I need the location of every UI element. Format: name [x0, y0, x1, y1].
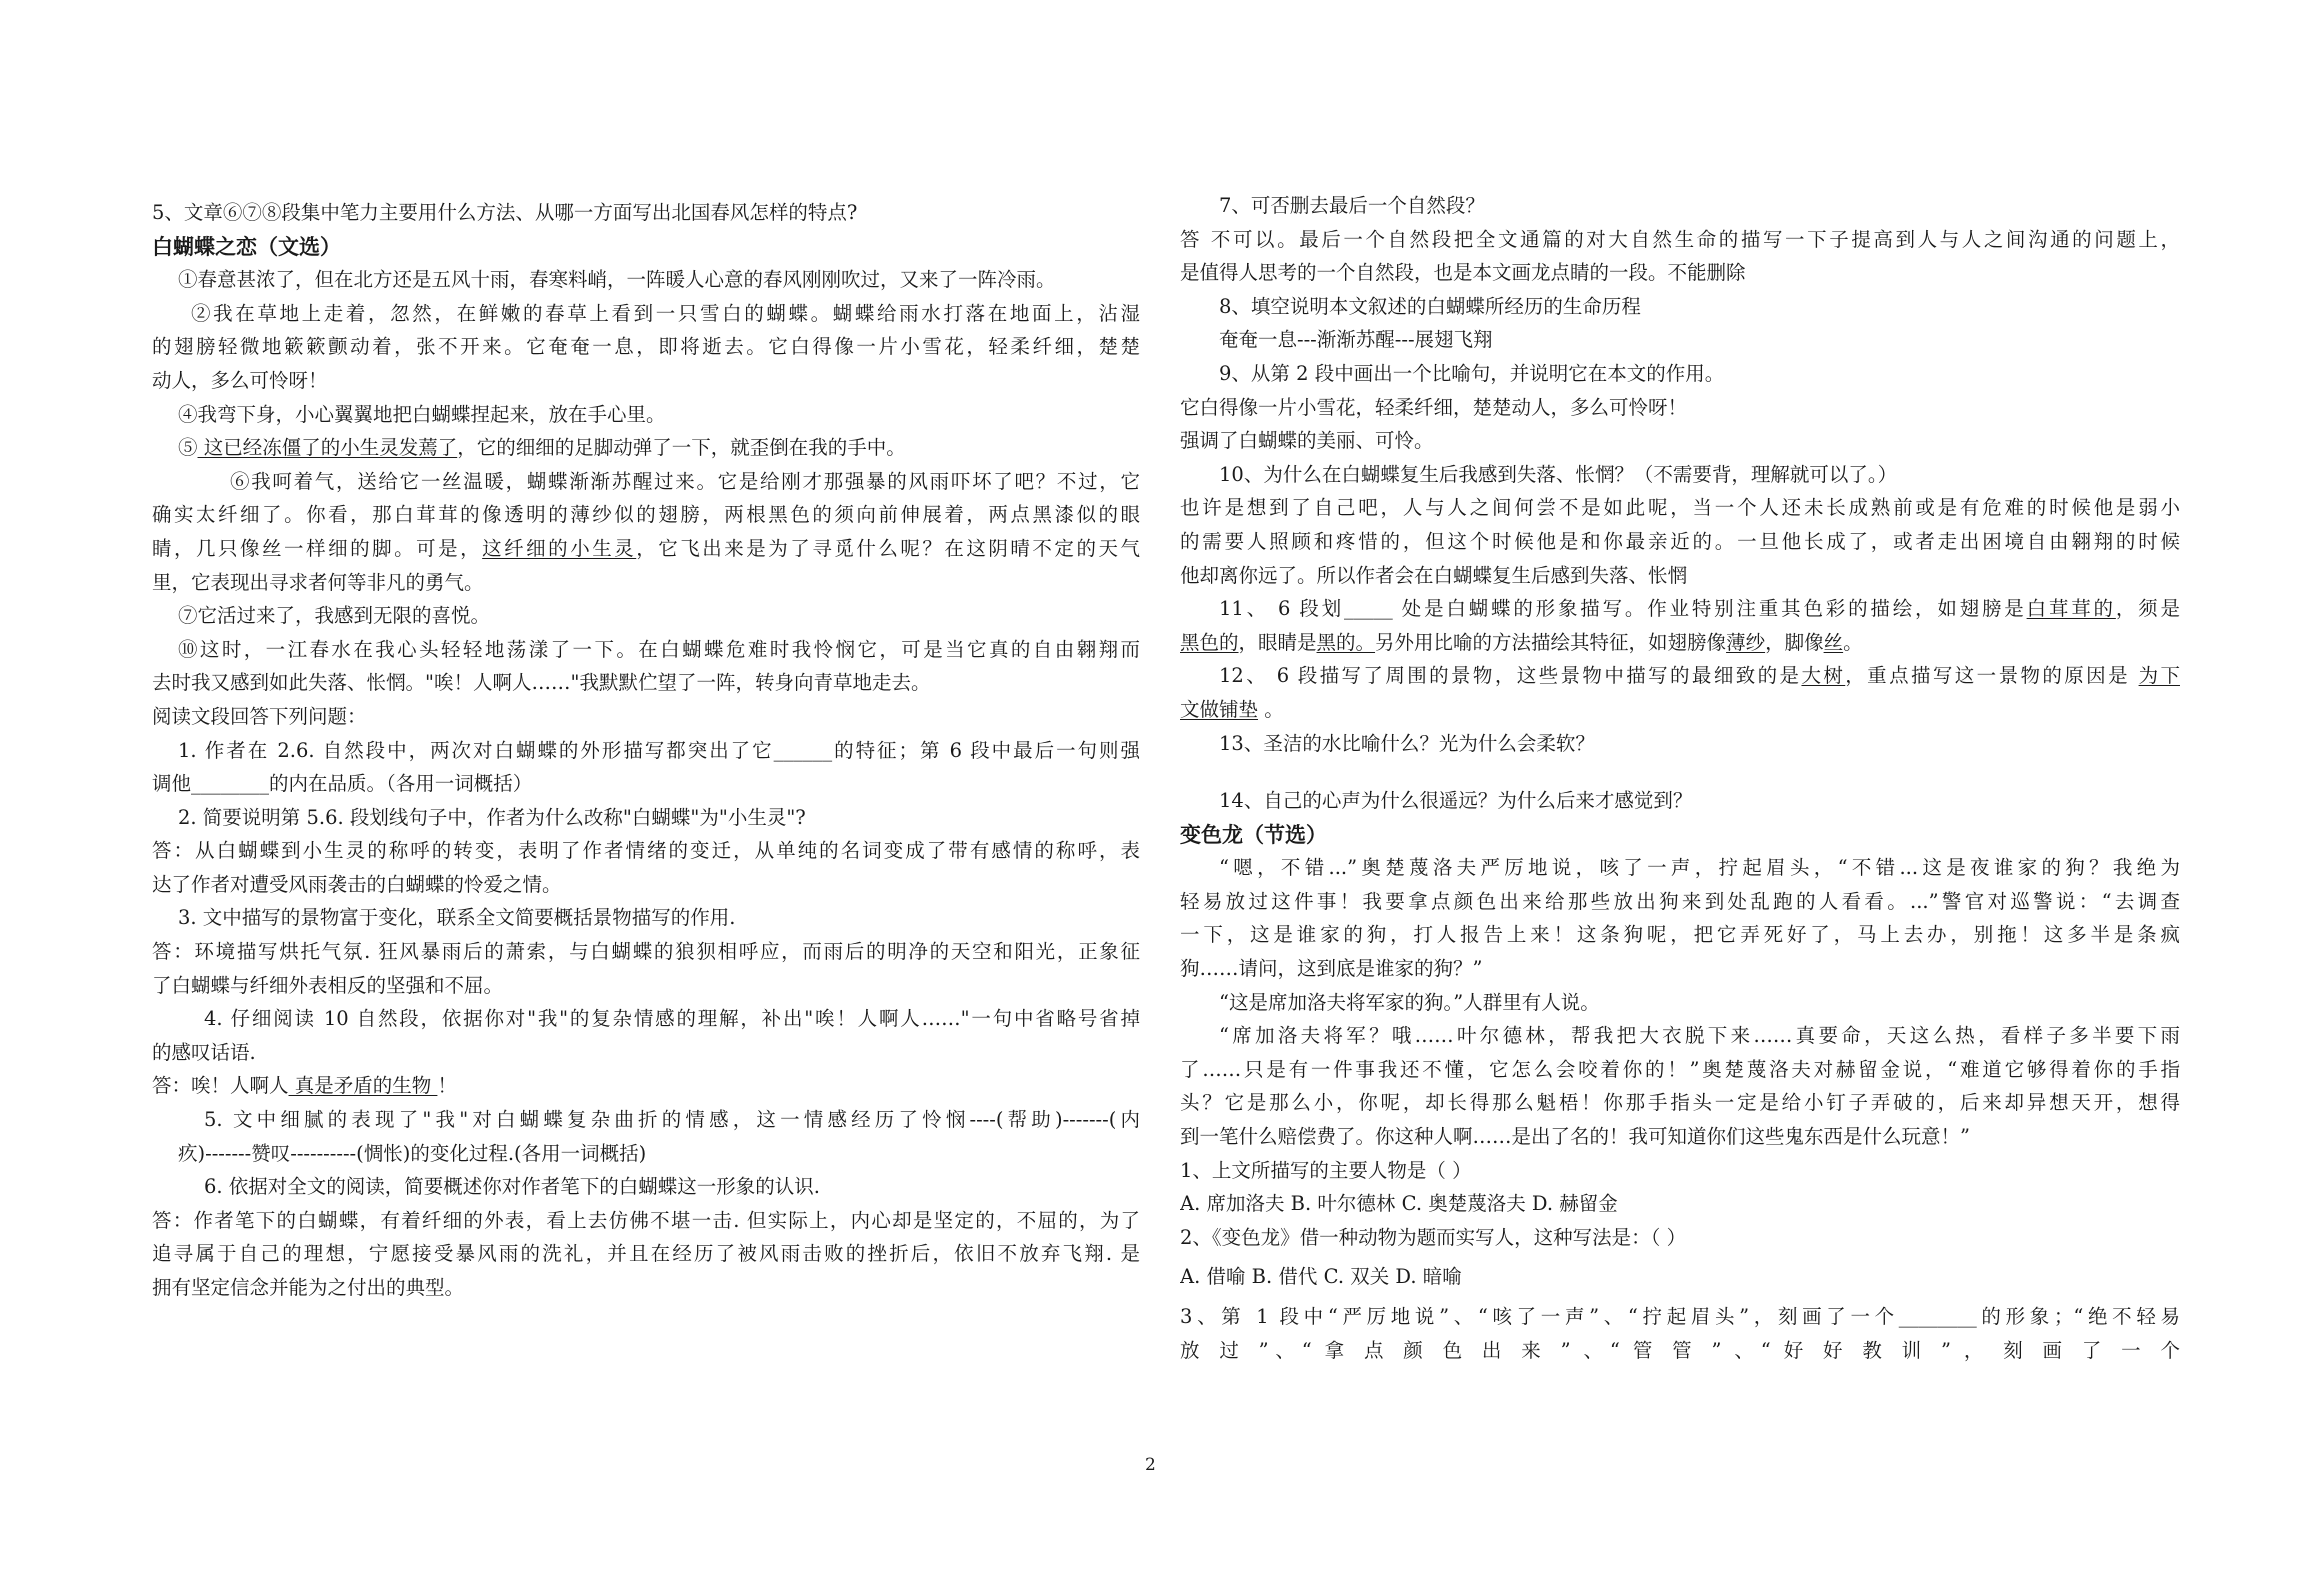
underlined-answer: 丝	[1823, 630, 1844, 654]
paragraph-6-line-1: ⑥我呵着气，送给它一丝温暖，蝴蝶渐渐苏醒过来。它是给刚才那强暴的风雨吓坏了吧？不过，它	[230, 469, 1140, 493]
question-10: 10、为什么在白蝴蝶复生后我感到失落、怅惘？（不需要背，理解就可以了。）	[1219, 462, 1898, 486]
question-9: 9、从第 2 段中画出一个比喻句，并说明它在本文的作用。	[1219, 361, 1725, 385]
paragraph-6-line-2: 确实太纤细了。你看，那白茸茸的像透明的薄纱似的翅膀，两根黑色的须向前伸展着，两点黑漆似的眼	[152, 503, 1140, 527]
question-2: 2. 简要说明第 5.6. 段划线句子中，作者为什么改称"白蝴蝶"为"小生灵"?	[178, 805, 806, 829]
question-8: 8、填空说明本文叙述的白蝴蝶所经历的生命历程	[1219, 294, 1641, 318]
question-3: 3. 文中描写的景物富于变化，联系全文简要概括景物描写的作用.	[178, 906, 736, 930]
question-3-line-1: 3、第 1 段中“严厉地说”、“咳了一声”、“拧起眉头”，刻画了一个________的形象；“绝不轻易	[1180, 1305, 2180, 1328]
paragraph-6-text: ，它飞出来是为了寻觅什么呢？在这阴晴不定的天气	[636, 536, 1140, 560]
paragraph-6-line-4: 里，它表现出寻求者何等非凡的勇气。	[152, 570, 484, 594]
page-number: 2	[1145, 1455, 1156, 1475]
question-14: 14、自己的心声为什么很遥远？为什么后来才感觉到？	[1219, 789, 1693, 813]
answer-3-line-2: 了白蝴蝶与纤细外表相反的坚强和不屈。	[152, 973, 504, 997]
paragraph-4: ④我弯下身，小心翼翼地把白蝴蝶捏起来，放在手心里。	[178, 402, 666, 426]
question-11-text: 11、 6 段划	[1219, 597, 1345, 621]
answer-4-underlined: 真是矛盾的生物	[288, 1074, 438, 1098]
chameleon-paragraph-1-line-3: 一下，这是谁家的狗，打人报告上来！这条狗呢，把它弄死好了，马上去办，别拖！这多半是条疯	[1180, 923, 2180, 947]
chameleon-paragraph-3-line-3: 头？它是那么小，你呢，却长得那么魁梧！你那手指头一定是给小钉子弄破的，后来却异想天开，想得	[1180, 1091, 2180, 1115]
underlined-answer: 大树	[1801, 664, 1846, 688]
answer-10-line-1: 也许是想到了自己吧，人与人之间何尝不是如此呢，当一个人还未长成熟前或是有危难的时候他是弱小	[1180, 496, 2180, 520]
answer-2-line-1: 答：从白蝴蝶到小生灵的称呼的转变，表明了作者情绪的变迁，从单纯的名词变成了带有感情的称呼，表	[152, 839, 1140, 863]
answer-6-line-2: 追寻属于自己的理想，宁愿接受暴风雨的洗礼，并且在经历了被风雨击败的挫折后，依旧不放弃飞翔. 是	[152, 1242, 1140, 1266]
question-6: 6. 依据对全文的阅读，简要概述你对作者笔下的白蝴蝶这一形象的认识.	[204, 1175, 821, 1199]
paragraph-10-line-1: ⑩这时，一江春水在我心头轻轻地荡漾了一下。在白蝴蝶危难时我怜悯它，可是当它真的自由翱翔而	[178, 637, 1140, 661]
underlined-phrase: 这已经冻僵了的小生灵发蔫了	[197, 436, 458, 460]
answer-4-text: ！	[437, 1074, 457, 1098]
question-11-text: ，眼睛是	[1238, 630, 1317, 654]
section-title-white-butterfly: 白蝴蝶之恋（文选）	[152, 233, 341, 259]
question-11-text: ，须是	[2115, 597, 2180, 621]
question-13: 13、圣洁的水比喻什么？光为什么会柔软？	[1219, 731, 1595, 755]
question-11-text: 。	[1843, 630, 1863, 654]
question-12-line-2	[1180, 693, 2180, 727]
question-11-blank: _____	[1344, 597, 1393, 621]
question-1-line-2: 调他________的内在品质。（各用一词概括）	[152, 772, 533, 796]
answer-6-line-3: 拥有坚定信念并能为之付出的典型。	[152, 1276, 465, 1299]
underlined-answer: 薄纱	[1726, 630, 1766, 654]
question-5: 5、文章⑥⑦⑧段集中笔力主要用什么方法、从哪一方面写出北国春风怎样的特点?	[152, 201, 858, 224]
underlined-answer: 为下	[2138, 664, 2180, 688]
chameleon-paragraph-3-line-4: 到一笔什么赔偿费了。你这种人啊……是出了名的！我可知道你们这些鬼东西是什么玩意！”	[1180, 1125, 1970, 1149]
chameleon-paragraph-1-line-2: 轻易放过这件事！我要拿点颜色出来给那些放出狗来到处乱跑的人看看。...”警官对巡警说：“去调查	[1180, 889, 2180, 913]
question-3-line-2: 放 过 ”、“ 拿 点 颜 色 出 来 ” 、“ 管 管 ” 、“ 好 好 教 训 ” ， 刻 画 了 一 个	[1180, 1338, 2180, 1362]
answer-6-line-1: 答：作者笔下的白蝴蝶，有着纤细的外表，看上去仿佛不堪一击. 但实际上，内心却是坚定的，不屈的，为了	[152, 1208, 1140, 1232]
question-5-line-2: 疚)-------赞叹----------(惆怅)的变化过程.(各用一词概括)	[178, 1141, 647, 1165]
answer-9-line-2: 强调了白蝴蝶的美丽、可怜。	[1180, 429, 1434, 453]
paragraph-5	[152, 431, 1140, 465]
chameleon-paragraph-3-line-2: 了……只是有一件事我还不懂，它怎么会咬着你的！”奥楚蔑洛夫对赫留金说，“难道它够得着你的手指	[1180, 1057, 2180, 1081]
question-11-text: 另外用比喻的方法描绘其特征，如翅膀像	[1375, 630, 1727, 654]
choice-question-2: 2、《变色龙》借一种动物为题而实写人，这种写法是：（ ）	[1180, 1225, 1687, 1249]
answer-4-text: 答：唉！人啊人	[152, 1074, 289, 1098]
choice-question-1-options: A. 席加洛夫 B. 叶尔德林 C. 奥楚蔑洛夫 D. 赫留金	[1180, 1192, 1618, 1216]
question-12-text: ，重点描写这一景物的原因是	[1845, 664, 2139, 688]
answer-9-line-1: 它白得像一片小雪花，轻柔纤细，楚楚动人，多么可怜呀！	[1180, 395, 1688, 419]
left-column	[152, 196, 1140, 1305]
underlined-answer: 白茸茸的	[2026, 597, 2116, 621]
question-7: 7、可否删去最后一个自然段？	[1219, 194, 1485, 217]
answer-8: 奄奄一息---渐渐苏醒---展翅飞翔	[1219, 328, 1493, 352]
question-4-line-2: 的感叹话语.	[152, 1040, 256, 1064]
question-4-line-1: 4. 仔细阅读 10 自然段，依据你对"我"的复杂情感的理解，补出"唉！人啊人……"一句中省略号省掉	[204, 1007, 1140, 1031]
answer-10-line-3: 他却离你远了。所以作者会在白蝴蝶复生后感到失落、怅惘	[1180, 563, 1688, 587]
paragraph-2-line-2: 的翅膀轻微地簌簌颤动着，张不开来。它奄奄一息，即将逝去。它白得像一片小雪花，轻柔纤细，楚楚	[152, 335, 1140, 359]
paragraph-10-line-2: 去时我又感到如此失落、怅惘。"唉！人啊人……"我默默伫望了一阵，转身向青草地走去。	[152, 671, 931, 695]
right-column	[1180, 189, 2180, 1367]
question-11-text: 处是白蝴蝶的形象描写。作业特别注重其色彩的描绘，如翅膀是	[1392, 597, 2027, 621]
question-5-line-1: 5. 文中细腻的表现了"我"对白蝴蝶复杂曲折的情感，这一情感经历了怜悯----(帮助)-------(内	[204, 1108, 1140, 1132]
question-11-line-2	[1180, 626, 2180, 660]
question-12-text: 12、 6 段描写了周围的景物，这些景物中描写的最细致的是	[1219, 664, 1802, 688]
question-1-line-1: 1. 作者在 2.6. 自然段中，两次对白蝴蝶的外形描写都突出了它______的特征；第 6 段中最后一句则强	[178, 738, 1140, 762]
chameleon-paragraph-1-line-4: 狗……请问，这到底是谁家的狗？”	[1180, 957, 1483, 981]
choice-question-2-options: A. 借喻 B. 借代 C. 双关 D. 暗喻	[1180, 1265, 1462, 1289]
underlined-phrase: 这纤细的小生灵	[482, 536, 637, 560]
underlined-answer: 文做铺垫	[1180, 697, 1259, 721]
section-title-chameleon: 变色龙（节选）	[1180, 821, 1327, 847]
question-12-line-1	[1180, 659, 2180, 693]
answer-10-line-2: 的需要人照顾和疼惜的，但这个时候他是和你最亲近的。一旦他长成了，或者走出困境自由翱翔的时候	[1180, 529, 2180, 553]
answer-7-line-1: 答 不可以。最后一个自然段把全文通篇的对大自然生命的描写一下子提高到人与人之间沟通的问题上，	[1180, 227, 2180, 251]
paragraph-2-line-1: ②我在草地上走着，忽然，在鲜嫩的春草上看到一只雪白的蝴蝶。蝴蝶给雨水打落在地面上，沾湿	[191, 301, 1140, 325]
underlined-answer: 黑色的	[1180, 630, 1239, 654]
chameleon-paragraph-2: “这是席加洛夫将军家的狗。”人群里有人说。	[1219, 990, 1600, 1014]
paragraph-6-text: 睛，几只像丝一样细的脚。可是，	[152, 536, 483, 560]
chameleon-paragraph-1-line-1: “嗯，不错...”奥楚蔑洛夫严厉地说，咳了一声，拧起眉头，“不错...这是夜谁家的狗？我绝为	[1219, 856, 2180, 880]
underlined-answer: 黑的。	[1316, 630, 1376, 654]
paragraph-1: ①春意甚浓了，但在北方还是五风十雨，春寒料峭，一阵暖人心意的春风刚刚吹过，又来了一阵冷雨。	[178, 268, 1056, 292]
answer-3-line-1: 答：环境描写烘托气氛. 狂风暴雨后的萧索，与白蝴蝶的狼狈相呼应，而雨后的明净的天空和阳光，正象征	[152, 940, 1140, 964]
answer-2-line-2: 达了作者对遭受风雨袭击的白蝴蝶的怜爱之情。	[152, 872, 562, 896]
paragraph-5-number: ⑤	[178, 436, 198, 460]
question-11-text: ，脚像	[1765, 630, 1824, 654]
question-11-line-1	[1180, 592, 2180, 626]
answer-7-line-2: 是值得人思考的一个自然段，也是本文画龙点睛的一段。不能删除	[1180, 261, 1746, 285]
question-12-text: 。	[1258, 697, 1284, 721]
chameleon-paragraph-3-line-1: “席加洛夫将军？哦……叶尔德林，帮我把大衣脱下来……真要命，天这么热，看样子多半要下雨	[1219, 1024, 2180, 1048]
paragraph-5-rest: ，它的细细的足脚动弹了一下，就歪倒在我的手中。	[457, 436, 906, 460]
paragraph-7: ⑦它活过来了，我感到无限的喜悦。	[178, 604, 491, 628]
choice-question-1: 1、上文所描写的主要人物是（ ）	[1180, 1158, 1472, 1182]
paragraph-6-line-3	[152, 532, 1140, 566]
answer-4	[152, 1069, 1140, 1103]
spacer	[1180, 760, 2180, 784]
paragraph-2-line-3: 动人，多么可怜呀！	[152, 368, 328, 392]
questions-intro: 阅读文段回答下列问题：	[152, 704, 367, 728]
